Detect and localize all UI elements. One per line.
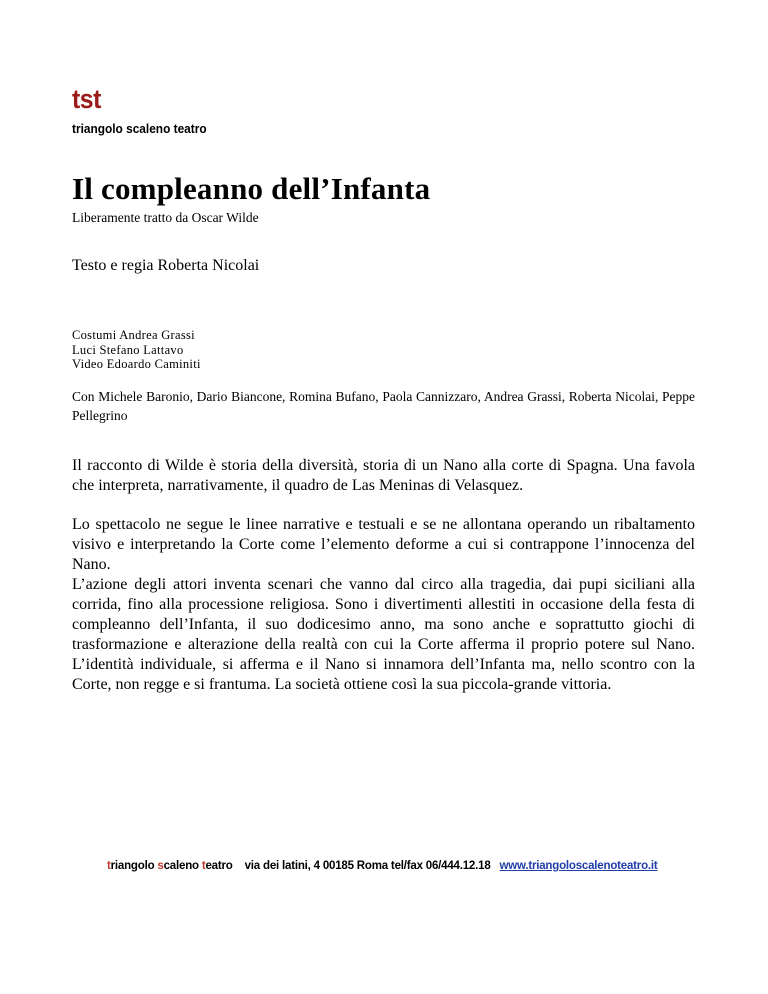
footer-name-part: eatro <box>205 860 233 872</box>
footer-website-link[interactable]: www.triangoloscalenoteatro.it <box>499 860 658 872</box>
footer-address: via dei latini, 4 00185 Roma tel/fax 06/444.12.18 <box>244 860 491 872</box>
play-subtitle: Liberamente tratto da Oscar Wilde <box>72 210 259 225</box>
play-title: Il compleanno dell’Infanta <box>72 171 431 206</box>
footer <box>107 859 658 873</box>
cast-list: Con Michele Baronio, Dario Biancone, Romina Bufano, Paola Cannizzaro, Andrea Grassi, Roberta Nicolai, Peppe Pellegrino <box>72 389 695 423</box>
credit-lights: Luci Stefano Lattavo <box>72 342 184 357</box>
footer-company-name <box>107 860 236 872</box>
description-paragraph-2: Lo spettacolo ne segue le linee narrative e testuali e se ne allontana operando un ribaltamento visivo e interpretando la Corte come l’elemento deforme a cui si contrappone l’innocenza del Nano. L’azione degli attori inventa scenari che vanno dal circo alla tragedia, dai pupi siciliani alla corrida, fino alla processione religiosa. Sono i divertimenti allestiti in occasione della festa di compleanno dell’Infanta, il suo dodicesimo anno, ma sono anche e soprattutto giochi di trasformazione e alterazione della realtà con cui la Corte afferma il proprio potere sul Nano. L’identità individuale, si afferma e il Nano si innamora dell’Infanta ma, nello scontro con la Corte, non regge e si frantuma. La società ottiene così la sua piccola-grande vittoria. <box>72 516 695 693</box>
direction-credit: Testo e regia Roberta Nicolai <box>72 257 260 274</box>
company-name: triangolo scaleno teatro <box>72 122 207 136</box>
description-paragraph-1: Il racconto di Wilde è storia della diversità, storia di un Nano alla corte di Spagna. Una favola che interpreta, narrativamente, il quadro de Las Meninas di Velasquez. <box>72 457 695 494</box>
credit-video: Video Edoardo Caminiti <box>72 357 201 371</box>
footer-name-part: caleno <box>163 860 202 872</box>
credit-costumes: Costumi Andrea Grassi <box>72 328 195 342</box>
credits-list <box>72 328 201 372</box>
footer-initial: s <box>157 860 164 872</box>
footer-initial: t <box>201 860 206 872</box>
footer-name-part: riangolo <box>110 860 158 872</box>
footer-initial: t <box>107 860 111 872</box>
company-logo: tst <box>72 84 101 114</box>
